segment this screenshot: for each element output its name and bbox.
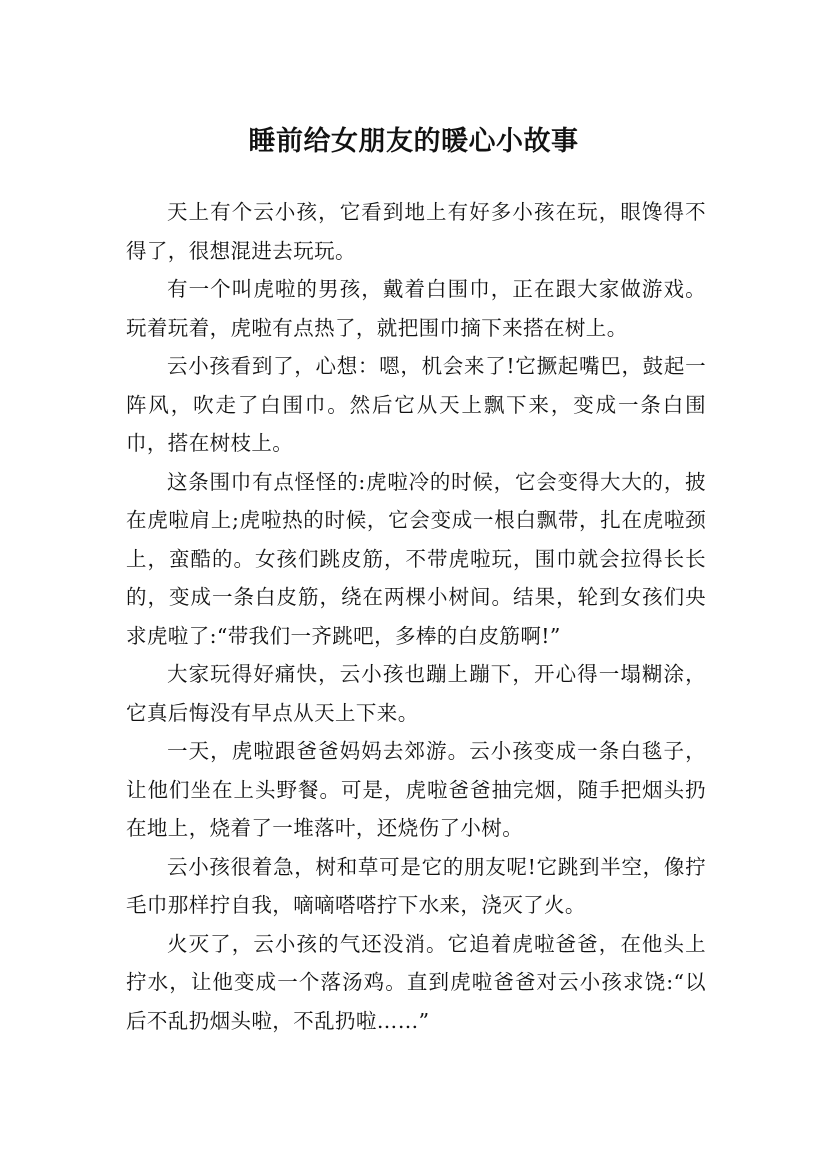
paragraph: 云小孩很着急，树和草可是它的朋友呢!它跳到半空，像拧毛巾那样拧自我，嘀嘀嗒嗒拧下水来，浇灭了火。 bbox=[126, 854, 706, 917]
paragraph: 云小孩看到了，心想：嗯，机会来了!它撅起嘴巴，鼓起一阵风，吹走了白围巾。然后它从天上飘下来，变成一条白围巾，搭在树枝上。 bbox=[126, 354, 706, 455]
paragraph: 有一个叫虎啦的男孩，戴着白围巾，正在跟大家做游戏。玩着玩着，虎啦有点热了，就把围巾摘下来搭在树上。 bbox=[126, 277, 706, 340]
paragraph: 大家玩得好痛快，云小孩也蹦上蹦下，开心得一塌糊涂，它真后悔没有早点从天上下来。 bbox=[126, 662, 706, 725]
paragraph: 天上有个云小孩，它看到地上有好多小孩在玩，眼馋得不得了，很想混进去玩玩。 bbox=[126, 200, 706, 263]
paragraph: 火灭了，云小孩的气还没消。它追着虎啦爸爸，在他头上拧水，让他变成一个落汤鸡。直到虎啦爸爸对云小孩求饶:“以后不乱扔烟头啦，不乱扔啦……” bbox=[126, 931, 706, 1033]
paragraph: 这条围巾有点怪怪的:虎啦冷的时候，它会变得大大的，披在虎啦肩上;虎啦热的时候，它会变成一根白飘带，扎在虎啦颈上，蛮酷的。女孩们跳皮筋，不带虎啦玩，围巾就会拉得长长的，变成一条白皮筋，绕在两棵小树间。结果，轮到女孩们央求虎啦了:“带我们一齐跳吧，多棒的白皮筋啊!” bbox=[126, 469, 706, 648]
story-body bbox=[126, 193, 706, 1040]
paragraph: 一天，虎啦跟爸爸妈妈去郊游。云小孩变成一条白毯子，让他们坐在上头野餐。可是，虎啦爸爸抽完烟，随手把烟头扔在地上，烧着了一堆落叶，还烧伤了小树。 bbox=[126, 739, 706, 840]
document-title: 睡前给女朋友的暖心小故事 bbox=[248, 126, 579, 158]
